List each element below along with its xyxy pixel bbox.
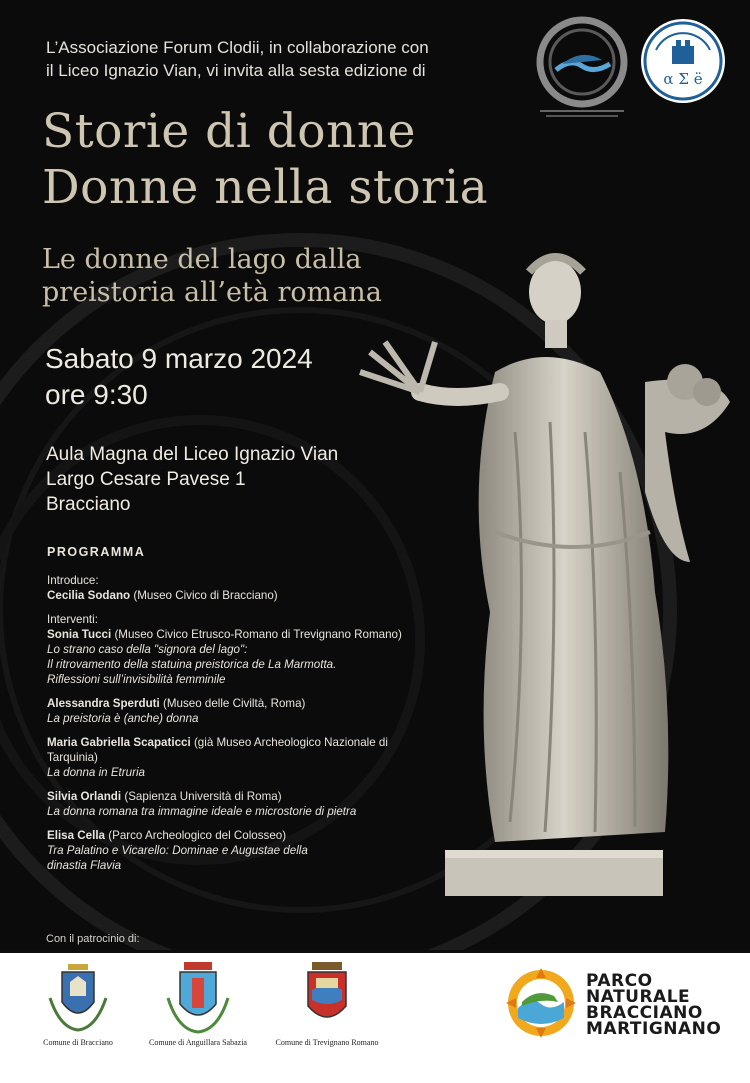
speaker-name: Alessandra Sperduti xyxy=(47,697,160,710)
liceo-vian-logo xyxy=(640,18,726,104)
event-venue xyxy=(46,442,338,517)
event-title xyxy=(42,104,488,216)
talk-title: Lo strano caso della "signora del lago": xyxy=(47,643,248,656)
talk-item xyxy=(47,828,487,873)
programma-heading: PROGRAMMA xyxy=(47,545,146,559)
speaker-affil: (Parco Archeologico del Colosseo) xyxy=(105,829,287,842)
parco-line: NATURALE xyxy=(586,987,691,1007)
speaker-affil: (Museo delle Civiltà, Roma) xyxy=(159,697,306,710)
speaker-name: Cecilia Sodano xyxy=(47,589,131,602)
venue-street: Largo Cesare Pavese 1 xyxy=(46,469,246,490)
comune-anguillara-logo xyxy=(148,958,248,1047)
talk-title: Riflessioni sull’invisibilità femminile xyxy=(47,673,226,686)
date-day: Sabato 9 marzo 2024 xyxy=(45,343,313,374)
speaker-affil: (Sapienza Università di Roma) xyxy=(121,790,282,803)
talk-title: Tra Palatino e Vicarello: Dominae e Augustae della xyxy=(47,844,308,857)
speaker-affil: (Museo Civico di Bracciano) xyxy=(130,589,278,602)
event-subtitle xyxy=(42,243,382,309)
comune-trevignano-logo xyxy=(272,958,382,1047)
patrocinio-label: Con il patrocinio di: xyxy=(46,933,140,945)
svg-text:α Σ ë: α Σ ë xyxy=(663,70,703,88)
programma-section xyxy=(47,545,487,882)
introduce-label: Introduce: xyxy=(47,574,99,587)
speaker-name: Elisa Cella xyxy=(47,829,106,842)
intro-line-2: il Liceo Ignazio Vian, vi invita alla sesta edizione di xyxy=(46,61,426,80)
talk-item xyxy=(47,627,487,687)
introduce-speaker xyxy=(47,588,487,603)
talk-title: La donna romana tra immagine ideale e microstorie di pietra xyxy=(47,805,357,818)
intro-text xyxy=(46,36,516,82)
venue-hall: Aula Magna del Liceo Ignazio Vian xyxy=(46,444,339,465)
comune-bracciano-logo xyxy=(40,958,116,1047)
event-date xyxy=(45,341,313,413)
subtitle-line-1: Le donne del lago dalla xyxy=(42,244,362,275)
parco-line: PARCO xyxy=(586,971,653,991)
comune-label: Comune di Trevignano Romano xyxy=(275,1038,379,1047)
speaker-name: Maria Gabriella Scapaticci xyxy=(47,736,191,749)
speaker-name: Sonia Tucci xyxy=(47,628,112,641)
intro-line-1: L’Associazione Forum Clodii, in collaborazione con xyxy=(46,38,429,57)
talk-title: Il ritrovamento della statuina preistorica de La Marmotta. xyxy=(47,658,337,671)
parco-line: BRACCIANO xyxy=(586,1003,703,1023)
speaker-affil: (Museo Civico Etrusco-Romano di Trevignano Romano) xyxy=(111,628,402,641)
crest-icon xyxy=(148,958,248,1034)
talk-item xyxy=(47,789,487,819)
title-line-1: Storie di donne xyxy=(42,104,416,159)
talk-title: La donna in Etruria xyxy=(47,766,145,779)
crest-icon xyxy=(272,958,382,1034)
parco-name xyxy=(586,973,721,1037)
title-line-2: Donne nella storia xyxy=(42,160,489,215)
talk-item xyxy=(47,735,407,780)
interventi-label: Interventi: xyxy=(47,613,98,626)
talk-title: La preistoria è (anche) donna xyxy=(47,712,199,725)
date-time: ore 9:30 xyxy=(45,379,148,410)
subtitle-line-2: preistoria all’età romana xyxy=(42,277,382,308)
speaker-name: Silvia Orlandi xyxy=(47,790,122,803)
comune-label: Comune di Anguillara Sabazia xyxy=(149,1038,247,1047)
talk-item xyxy=(47,696,487,726)
parco-line: MARTIGNANO xyxy=(586,1019,722,1039)
talk-title: dinastia Flavia xyxy=(47,859,122,872)
forum-clodii-logo xyxy=(532,14,632,122)
speaker-affil: (già Museo Archeologico Nazionale di Tarquinia) xyxy=(47,736,388,764)
crest-icon xyxy=(40,958,116,1034)
comune-label: Comune di Bracciano xyxy=(43,1038,113,1047)
parco-sun-logo xyxy=(506,968,576,1038)
venue-city: Bracciano xyxy=(46,494,131,515)
